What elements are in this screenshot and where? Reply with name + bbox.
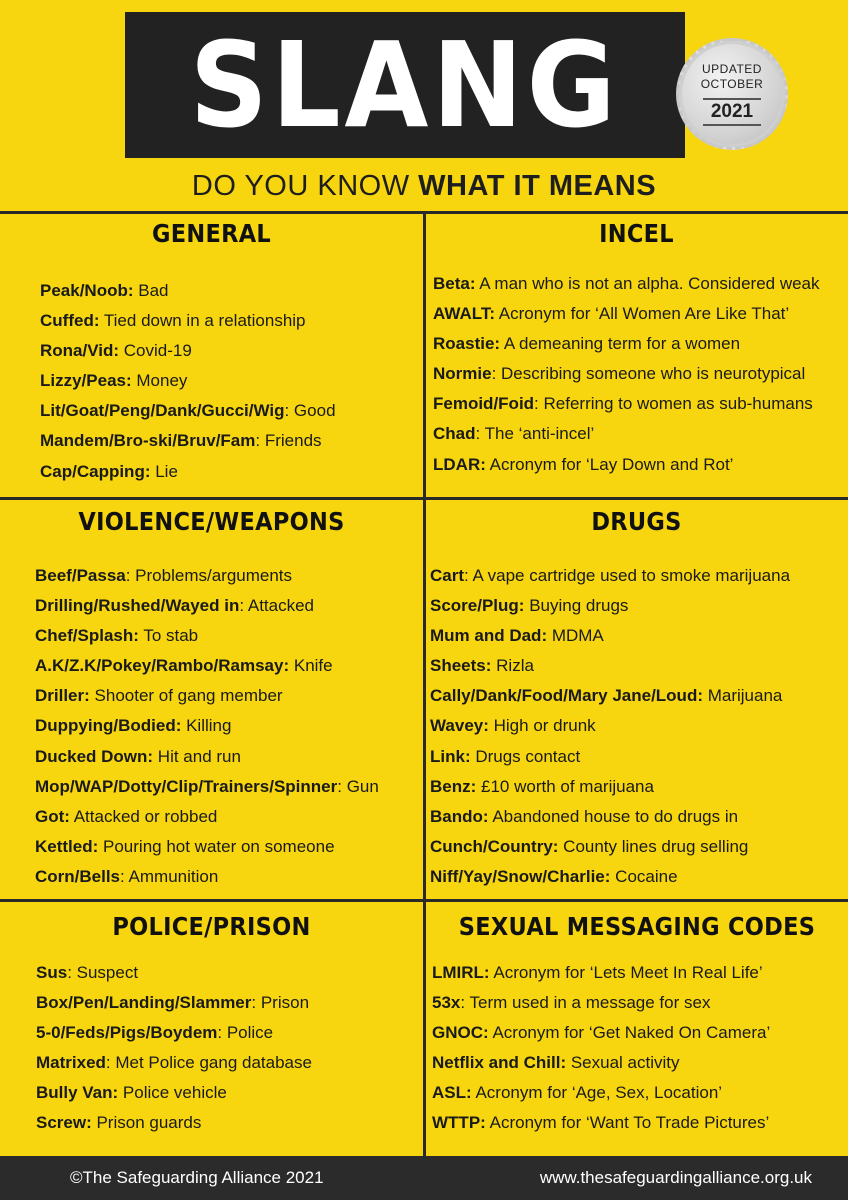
slang-entry xyxy=(430,802,790,832)
slang-term: Roastie: xyxy=(433,334,501,354)
subtitle-bold: WHAT IT MEANS xyxy=(418,170,657,202)
slang-definition: Pouring hot water on someone xyxy=(98,836,335,856)
slang-term: Sheets: xyxy=(430,656,492,676)
slang-entry xyxy=(35,561,379,591)
slang-definition: Tied down in a relationship xyxy=(99,311,306,331)
slang-entry xyxy=(35,711,379,741)
slang-entry xyxy=(430,711,790,741)
slang-entry xyxy=(432,1108,770,1138)
slang-definition: : Attacked xyxy=(239,596,315,616)
slang-definition: Acronym for ‘Get Naked On Camera’ xyxy=(488,1023,771,1043)
slang-definition: Abandoned house to do drugs in xyxy=(488,806,739,826)
slang-definition: £10 worth of marijuana xyxy=(476,776,654,796)
section-title-incel: INCEL xyxy=(599,219,674,248)
badge-line-updated: UPDATED xyxy=(702,62,762,76)
slang-term: Rona/Vid: xyxy=(40,341,120,361)
slang-definition: Covid-19 xyxy=(119,341,192,361)
slang-definition: : Suspect xyxy=(67,963,139,982)
slang-term: Normie xyxy=(433,364,492,384)
slang-entry xyxy=(430,832,790,862)
slang-entry xyxy=(433,450,820,480)
slang-definition: Buying drugs xyxy=(524,596,629,616)
slang-entry xyxy=(430,862,790,892)
slang-term: 5-0/Feds/Pigs/Boydem xyxy=(36,1023,218,1043)
slang-entry xyxy=(433,359,820,389)
slang-definition: : Prison xyxy=(251,993,310,1013)
slang-entry xyxy=(36,1018,312,1048)
slang-term: Benz: xyxy=(430,776,477,796)
slang-entry xyxy=(36,1108,312,1138)
slang-term: 53x xyxy=(432,993,461,1013)
slang-definition: Acronym for ‘Want To Trade Pictures’ xyxy=(485,1113,770,1133)
slang-term: Femoid/Foid xyxy=(433,394,535,414)
slang-term: Chef/Splash: xyxy=(35,626,139,646)
slang-entry xyxy=(432,988,770,1018)
slang-term: Cally/Dank/Food/Mary Jane/Loud: xyxy=(430,686,703,706)
slang-definition: Knife xyxy=(289,656,333,676)
slang-definition: Acronym for ‘Lay Down and Rot’ xyxy=(485,454,734,474)
slang-entry xyxy=(35,591,379,621)
page-title: SLANG xyxy=(190,16,620,154)
slang-entry xyxy=(35,772,379,802)
slang-entry xyxy=(433,329,820,359)
slang-definition: : Ammunition xyxy=(120,866,219,886)
slang-entry xyxy=(36,1048,312,1078)
section-title-sexual-messaging: SEXUAL MESSAGING CODES xyxy=(458,912,816,941)
slang-entry xyxy=(430,591,790,621)
slang-entry xyxy=(36,988,312,1018)
slang-definition: : Friends xyxy=(255,431,322,451)
slang-definition: Prison guards xyxy=(91,1113,202,1133)
badge-year: 2021 xyxy=(703,98,761,126)
slang-definition: : A vape cartridge used to smoke marijuana xyxy=(464,566,791,585)
footer-website-link[interactable]: www.thesafeguardingalliance.org.uk xyxy=(539,1168,812,1187)
slang-term: Lizzy/Peas: xyxy=(40,371,132,391)
slang-term: AWALT: xyxy=(433,304,496,324)
slang-entry xyxy=(35,832,379,862)
slang-entry xyxy=(430,742,790,772)
slang-term: Lit/Goat/Peng/Dank/Gucci/Wig xyxy=(40,401,285,421)
slang-entry xyxy=(35,621,379,651)
slang-definition: To stab xyxy=(138,626,199,646)
slang-definition: Police vehicle xyxy=(118,1083,227,1103)
slang-term: Box/Pen/Landing/Slammer xyxy=(36,993,252,1013)
slang-definition: A man who is not an alpha. Considered weak xyxy=(475,274,820,293)
subtitle-regular: DO YOU KNOW xyxy=(191,170,419,202)
slang-entry xyxy=(35,802,379,832)
slang-definition: : Describing someone who is neurotypical xyxy=(491,364,806,384)
slang-entry xyxy=(432,1018,770,1048)
slang-entry xyxy=(40,457,336,487)
section-title-violence-weapons: VIOLENCE/WEAPONS xyxy=(78,507,345,536)
slang-definition: Drugs contact xyxy=(470,746,581,766)
slang-definition: MDMA xyxy=(547,626,604,646)
slang-term: Niff/Yay/Snow/Charlie: xyxy=(430,866,611,886)
slang-term: Peak/Noob: xyxy=(40,281,134,300)
slang-term: Beta: xyxy=(433,274,476,293)
slang-entry xyxy=(35,862,379,892)
slang-definition: Acronym for ‘All Women Are Like That’ xyxy=(495,304,790,324)
slang-term: Mum and Dad: xyxy=(430,626,548,646)
slang-term: Cunch/Country: xyxy=(430,836,559,856)
slang-entry xyxy=(433,389,820,419)
list-incel xyxy=(433,269,820,480)
slang-term: Mop/WAP/Dotty/Clip/Trainers/Spinner xyxy=(35,776,338,796)
slang-term: LMIRL: xyxy=(432,963,490,982)
slang-definition: Marijuana xyxy=(703,686,783,706)
slang-definition: Shooter of gang member xyxy=(89,686,283,706)
section-title-drugs: DRUGS xyxy=(591,507,682,536)
slang-term: GNOC: xyxy=(432,1023,489,1043)
slang-term: Screw: xyxy=(36,1113,92,1133)
slang-definition: Rizla xyxy=(491,656,534,676)
slang-term: Score/Plug: xyxy=(430,596,525,616)
slang-term: Driller: xyxy=(35,686,90,706)
slang-term: Wavey: xyxy=(430,716,489,736)
slang-definition: Killing xyxy=(181,716,232,736)
slang-entry xyxy=(432,1078,770,1108)
section-title-general: GENERAL xyxy=(151,219,271,248)
slang-term: Sus xyxy=(36,963,68,982)
slang-term: Drilling/Rushed/Wayed in xyxy=(35,596,240,616)
slang-definition: : Police xyxy=(217,1023,274,1043)
slang-term: Corn/Bells xyxy=(35,866,121,886)
slang-entry xyxy=(35,651,379,681)
list-police-prison xyxy=(36,958,312,1139)
slang-definition: Attacked or robbed xyxy=(69,806,218,826)
list-violence-weapons xyxy=(35,561,379,892)
slang-definition: : Problems/arguments xyxy=(125,566,293,585)
slang-term: Chad xyxy=(433,424,476,444)
slang-entry xyxy=(430,561,790,591)
slang-entry xyxy=(430,681,790,711)
slang-term: Cart xyxy=(430,566,465,585)
slang-term: Cuffed: xyxy=(40,311,100,331)
slang-definition: : The ‘anti-incel’ xyxy=(475,424,595,444)
subtitle xyxy=(0,170,848,203)
slang-definition: : Good xyxy=(284,401,336,421)
footer xyxy=(0,1156,848,1200)
slang-term: Netflix and Chill: xyxy=(432,1053,567,1073)
slang-entry xyxy=(35,681,379,711)
slang-entry xyxy=(40,426,336,456)
slang-term: Cap/Capping: xyxy=(40,461,151,481)
slang-entry xyxy=(432,1048,770,1078)
slang-entry xyxy=(40,396,336,426)
slang-term: WTTP: xyxy=(432,1113,486,1133)
title-banner xyxy=(125,12,685,158)
slang-definition: Acronym for ‘Lets Meet In Real Life’ xyxy=(489,963,763,982)
slang-term: Matrixed xyxy=(36,1053,106,1073)
slang-entry xyxy=(40,306,336,336)
slang-definition: County lines drug selling xyxy=(558,836,749,856)
slang-term: Ducked Down: xyxy=(35,746,154,766)
slang-definition: : Met Police gang database xyxy=(105,1053,312,1073)
slang-definition: Sexual activity xyxy=(566,1053,680,1073)
slang-entry xyxy=(40,366,336,396)
list-drugs xyxy=(430,561,790,892)
slang-entry xyxy=(430,772,790,802)
slang-definition: : Referring to women as sub-humans xyxy=(534,394,813,414)
slang-entry xyxy=(36,958,312,988)
slang-entry xyxy=(433,269,820,299)
slang-definition: : Term used in a message for sex xyxy=(460,993,711,1013)
footer-copyright: ©The Safeguarding Alliance 2021 xyxy=(70,1168,324,1187)
list-general xyxy=(40,276,336,487)
slang-term: Kettled: xyxy=(35,836,99,856)
slang-entry xyxy=(40,276,336,306)
slang-term: Bully Van: xyxy=(36,1083,119,1103)
slang-entry xyxy=(40,336,336,366)
slang-definition: Cocaine xyxy=(610,866,678,886)
divider-vertical xyxy=(423,211,426,1156)
slang-entry xyxy=(35,742,379,772)
slang-entry xyxy=(36,1078,312,1108)
slang-term: Bando: xyxy=(430,806,489,826)
slang-definition: : Gun xyxy=(337,776,379,796)
slang-term: Mandem/Bro-ski/Bruv/Fam xyxy=(40,431,256,451)
slang-definition: A demeaning term for a women xyxy=(500,334,741,354)
slang-term: Got: xyxy=(35,806,70,826)
list-sexual-messaging xyxy=(432,958,770,1139)
slang-definition: High or drunk xyxy=(488,716,596,736)
slang-entry xyxy=(430,621,790,651)
updated-badge xyxy=(676,38,788,150)
badge-line-month: OCTOBER xyxy=(700,77,764,91)
section-title-police-prison: POLICE/PRISON xyxy=(112,912,311,941)
slang-definition: Lie xyxy=(150,461,178,481)
slang-term: Link: xyxy=(430,746,471,766)
slang-term: Duppying/Bodied: xyxy=(35,716,182,736)
slang-definition: Bad xyxy=(133,281,169,300)
slang-term: Beef/Passa xyxy=(35,566,126,585)
slang-term: ASL: xyxy=(432,1083,472,1103)
slang-definition: Hit and run xyxy=(153,746,241,766)
slang-entry xyxy=(432,958,770,988)
slang-definition: Money xyxy=(131,371,188,391)
slang-entry xyxy=(433,419,820,449)
slang-term: A.K/Z.K/Pokey/Rambo/Ramsay: xyxy=(35,656,290,676)
slang-entry xyxy=(430,651,790,681)
slang-entry xyxy=(433,299,820,329)
slang-definition: Acronym for ‘Age, Sex, Location’ xyxy=(471,1083,723,1103)
slang-term: LDAR: xyxy=(433,454,486,474)
